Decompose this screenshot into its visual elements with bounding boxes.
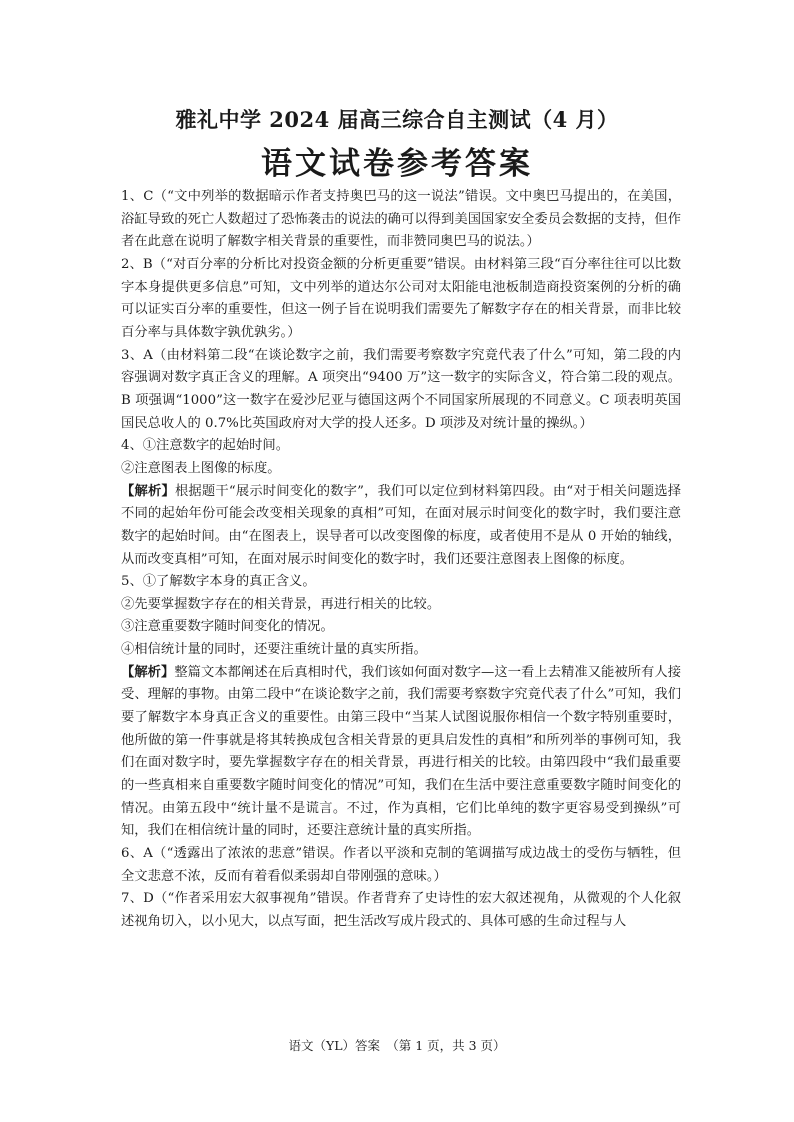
- answer-q3: 3、A（由材料第二段“在谈论数字之前，我们需要考察数字究竟代表了什么”可知，第二段的内容强调对数字真正含义的理解。A 项突出“9400 万”这一数字的实际含义，符合第二段的观点。B 项强调“1000”这一数字在爱沙尼亚与德国这两个不同国家所展现的不同意义。C 项表明英国国民总收人的 0.7%比英国政府对大学的投人还多。D 项涉及对统计量的操纵。）: [121, 347, 681, 431]
- analysis-text: 整篇文本都阐述在后真相时代，我们该如何面对数字—这一看上去精准又能被所有人接受、理解的事物。由第二段中“在谈论数字之前，我们需要考察数字究竟代表了什么”可知，我们要了解数字本身真正含义的重要性。由第三段中“当某人试图说服你相信一个数字特别重要时，他所做的第一件事就是将其转换成包含相关背景的更具启发性的真相”和所列举的事例可知，我们在面对数字时，要先掌握数字存在的相关背景，再进行相关的比较。由第四段中“我们最重要的一些真相来自重要数字随时间变化的情况”可知，我们在生活中要注意重要数字随时间变化的情况。由第五段中“统计量不是谎言。不过，作为真相，它们比单纯的数字更容易受到操纵”可知，我们在相信统计量的同时，还要注意统计量的真实所指。: [121, 664, 682, 839]
- answer-q5-analysis: [121, 662, 681, 843]
- exam-title: 雅礼中学 2024 届高三综合自主测试（4 月）: [175, 107, 619, 132]
- answer-q1: 1、C（“文中列举的数据暗示作者支持奥巴马的这一说法”错误。文中奥巴马提出的，在美国，浴缸导致的死亡人数超过了恐怖袭击的说法的确可以得到美国国家安全委员会数据的支持，但作者在此意在说明了解数字相关背景的重要性，而非赞同奥巴马的说法。）: [121, 189, 681, 250]
- answer-q6: 6、A（“透露出了浓浓的悲意”错误。作者以平淡和克制的笔调描写成边战士的受伤与牺牲，但全文悲意不浓，反而有着看似柔弱却自带刚强的意味。）: [121, 846, 681, 884]
- analysis-label: 【解析】: [121, 664, 175, 680]
- analysis-text: 根据题干“展示时间变化的数字”，我们可以定位到材料第四段。由“对于相关问题选择不同的起始年份可能会改变相关现象的真相”可知，在面对展示时间变化的数字时，我们要注意数字的起始时间。由“在图表上，误导者可以改变图像的标度，或者使用不是从 0 开始的轴线，从而改变真相”可知，在面对展示时间变化的数字时，我们还要注意图表上图像的标度。: [121, 483, 682, 567]
- answer-q5-point4: ④相信统计量的同时，还要注重统计量的真实所指。: [121, 642, 427, 658]
- answer-body: [121, 186, 681, 934]
- analysis-label: 【解析】: [121, 483, 175, 499]
- answer-q4-point1: 4、①注意数字的起始时间。: [121, 438, 290, 454]
- document-title: 语文试卷参考答案: [261, 146, 533, 182]
- answer-q5-point1: 5、①了解数字本身的真正含义。: [121, 574, 316, 590]
- answer-q4-point2: ②注意图表上图像的标度。: [121, 460, 281, 476]
- answer-q7: 7、D（“作者采用宏大叙事视角”错误。作者背弃了史诗性的宏大叙述视角，从微观的个人化叙述视角切入，以小见大，以点写面，把生活改写成片段式的、具体可感的生命过程与人: [121, 891, 681, 929]
- answer-q5-point3: ③注意重要数字随时间变化的情况。: [121, 619, 334, 635]
- page-footer: 语文（YL）答案 （第 1 页，共 3 页）: [288, 1038, 506, 1053]
- answer-q4-analysis: [121, 481, 681, 572]
- answer-q5-point2: ②先要掌握数字存在的相关背景，再进行相关的比较。: [121, 596, 441, 612]
- answer-q2: 2、B（“对百分率的分析比对投资金额的分析更重要”错误。由材料第三段“百分率往往可以比数字本身提供更多信息”可知，文中列举的道达尔公司对太阳能电池板制造商投资案例的分析的确可以证实百分率的重要性，但这一例子旨在说明我们需要先了解数字存在的相关背景，而非比较百分率与具体数字孰优孰劣。）: [121, 256, 681, 340]
